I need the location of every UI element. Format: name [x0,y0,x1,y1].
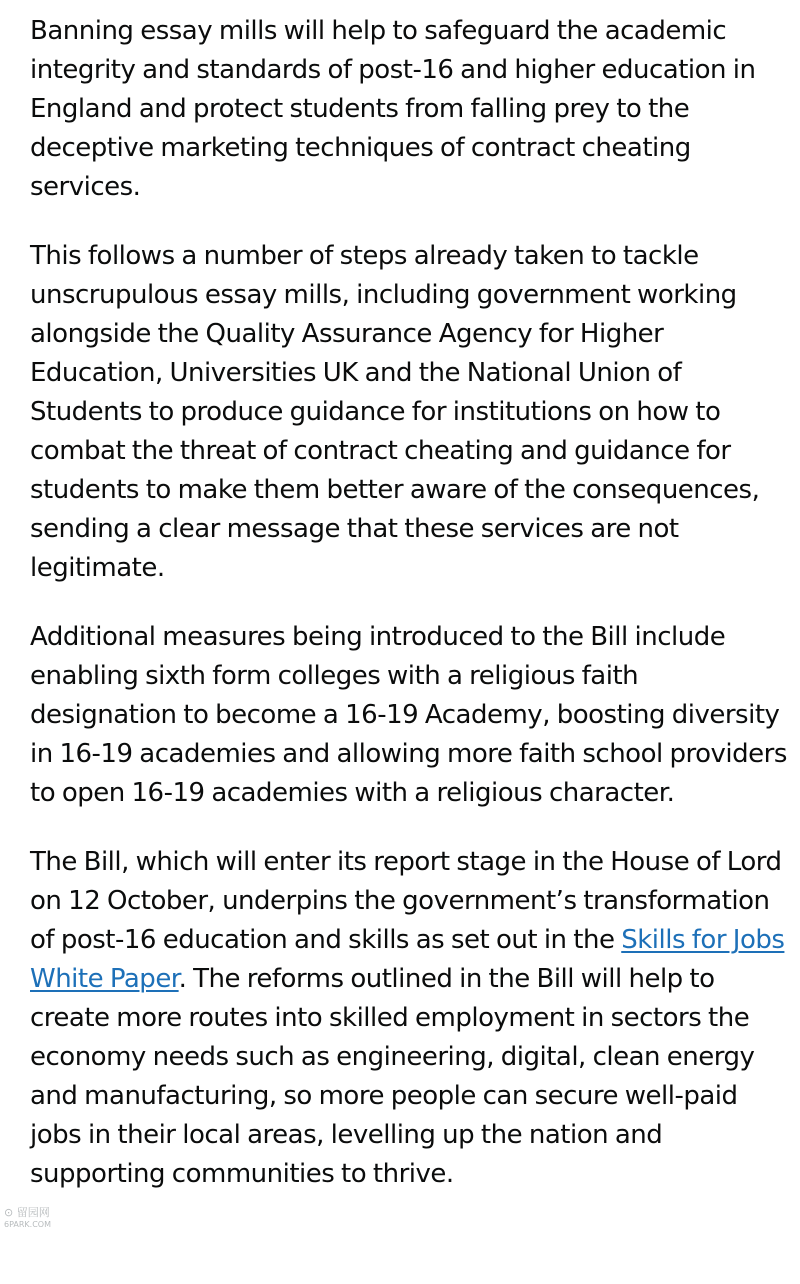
paragraph-additional-measures: Additional measures being introduced to the Bill include enabling sixth form colleges with a religious faith designation to become a 16-19 Academy, boosting diversity in 16-19 academies and allowing more faith school providers to open 16-19 academies with a religious character. [30,622,787,808]
watermark-top-text: ⊙ 留园网 [4,1206,50,1219]
paragraph-text-before-link: The Bill, which will enter its report stage in the House of Lord on 12 October, underpins the government’s transformation of post-16 education and skills as set out in the [30,847,782,955]
paragraph-bill-report-stage [30,843,790,1194]
watermark-bottom-text: 6PARK.COM [4,1220,52,1229]
paragraph-essay-mills-ban: Banning essay mills will help to safeguard the academic integrity and standards of post-16 and higher education in England and protect students from falling prey to the deceptive marketing techniques of contract cheating services. [30,16,756,202]
article-body [30,12,790,1224]
paragraph-previous-steps: This follows a number of steps already taken to tackle unscrupulous essay mills, including government working alongside the Quality Assurance Agency for Higher Education, Universities UK and the National Union of Students to produce guidance for institutions on how to combat the threat of contract cheating and guidance for students to make them better aware of the consequences, sending a clear message that these services are not legitimate. [30,241,760,583]
paragraph-text-after-link: . The reforms outlined in the Bill will help to create more routes into skilled employment in sectors the economy needs such as engineering, digital, clean energy and manufacturing, so more people can secure well-paid jobs in their local areas, levelling up the nation and supporting communities to thrive. [30,964,755,1189]
skills-for-jobs-white-paper-link[interactable]: Skills for Jobs White Paper [30,925,785,994]
